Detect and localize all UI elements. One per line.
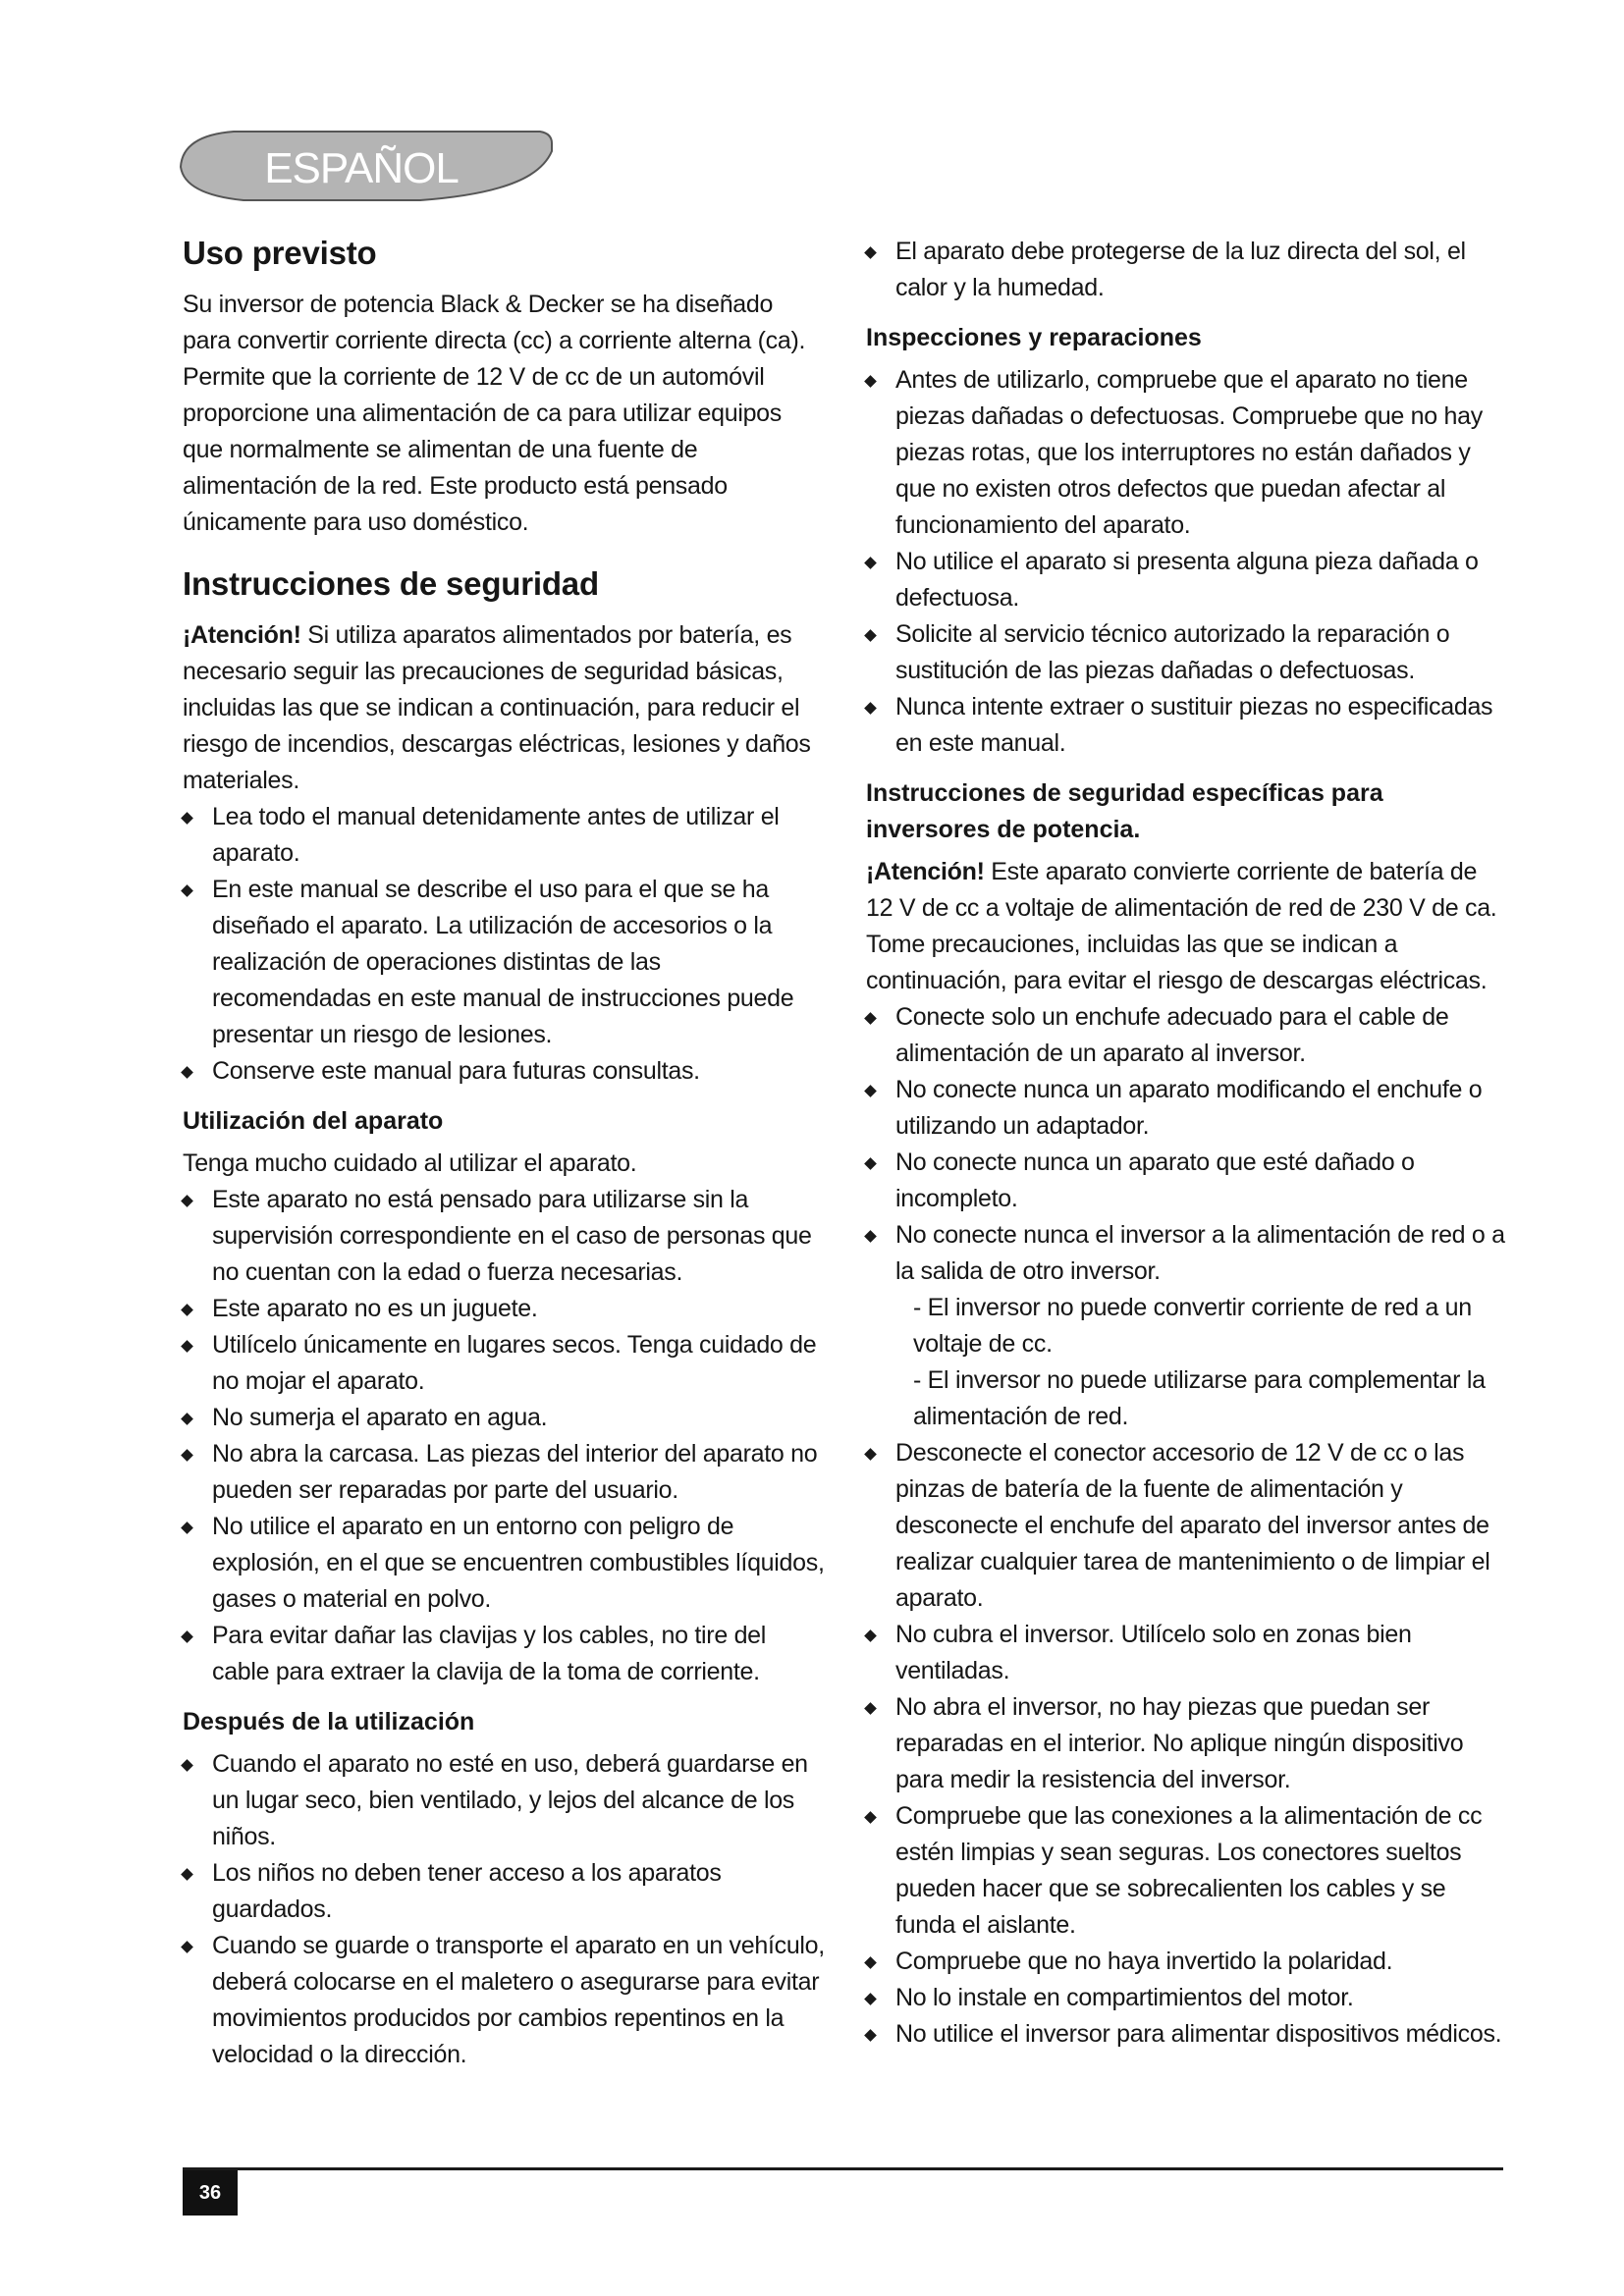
bullet-icon xyxy=(864,2029,877,2042)
bullet-icon xyxy=(181,1759,193,1772)
list-item: Antes de utilizarlo, compruebe que el aparato no tiene piezas dañadas o defectuosas. Compruebe que no hay piezas rotas, que los interruptores no están dañados y que no existen otros defectos que puedan afectar al funcionamiento del aparato. xyxy=(866,362,1509,544)
bullet-icon xyxy=(864,1811,877,1824)
bullet-icon xyxy=(864,1085,877,1097)
list-item: Nunca intente extraer o sustituir piezas no especificadas en este manual. xyxy=(866,689,1509,762)
safety-warning-text: Si utiliza aparatos alimentados por batería, es necesario seguir las precauciones de seguridad básicas, incluidas las que se indican a continuación, para reducir el riesgo de incendios, descargas eléctricas, lesiones y daños materiales. xyxy=(183,621,811,794)
bullet-icon xyxy=(864,1956,877,1969)
bullet-icon xyxy=(181,1630,193,1643)
bullet-icon xyxy=(864,1629,877,1642)
list-item: No abra la carcasa. Las piezas del interior del aparato no pueden ser reparadas por parte del usuario. xyxy=(183,1436,826,1509)
use-intro: Tenga mucho cuidado al utilizar el aparato. xyxy=(183,1149,637,1177)
safety-warning-label: ¡Atención! xyxy=(183,621,301,649)
page-number: 36 xyxy=(183,2170,238,2216)
bullet-icon xyxy=(181,812,193,825)
bullet-icon xyxy=(864,1702,877,1715)
list-item: Para evitar dañar las clavijas y los cables, no tire del cable para extraer la clavija de la toma de corriente. xyxy=(183,1618,826,1690)
list-item: Solicite al servicio técnico autorizado la reparación o sustitución de las piezas dañadas o defectuosas. xyxy=(866,616,1509,689)
list-item: No conecte nunca el inversor a la alimentación de red o a la salida de otro inversor. xyxy=(866,1217,1509,1290)
list-item: No utilice el aparato si presenta alguna pieza dañada o defectuosa. xyxy=(866,544,1509,616)
inverter-warning-text: Este aparato convierte corriente de batería de 12 V de cc a voltaje de alimentación de red de 230 V de ca. Tome precauciones, incluidas las que se indican a continuación, para evitar el riesgo de descargas eléctricas. xyxy=(866,858,1497,994)
language-badge-label: ESPAÑOL xyxy=(264,144,459,192)
bullet-icon xyxy=(864,1448,877,1461)
bullet-icon xyxy=(864,1993,877,2005)
inverter-warning-label: ¡Atención! xyxy=(866,858,985,885)
list-item: No sumerja el aparato en agua. xyxy=(183,1400,826,1436)
bullet-icon xyxy=(181,1449,193,1462)
list-item: Lea todo el manual detenidamente antes de utilizar el aparato. xyxy=(183,799,826,872)
list-item: Este aparato no está pensado para utilizarse sin la supervisión correspondiente en el caso de personas que no cuentan con la edad o fuerza necesarias. xyxy=(183,1182,826,1291)
bullet-icon xyxy=(181,884,193,897)
after-use-list xyxy=(183,1746,826,2073)
bullet-icon xyxy=(181,1304,193,1316)
inverter-list-a xyxy=(866,999,1509,1290)
section-title-inspections: Inspecciones y reparaciones xyxy=(866,324,1202,351)
list-item: No lo instale en compartimientos del motor. xyxy=(866,1980,1509,2016)
safety-warning xyxy=(183,617,826,799)
list-item: Compruebe que no haya invertido la polaridad. xyxy=(866,1944,1509,1980)
list-item: Cuando se guarde o transporte el aparato en un vehículo, deberá colocarse en el maletero o asegurarse para evitar movimientos producidos por cambios repentinos en la velocidad o la dirección. xyxy=(183,1928,826,2073)
sub-item: - El inversor no puede utilizarse para complementar la alimentación de red. xyxy=(913,1366,1486,1430)
bullet-icon xyxy=(181,1413,193,1425)
section-title-safety: Instrucciones de seguridad xyxy=(183,565,599,602)
list-item: Este aparato no es un juguete. xyxy=(183,1291,826,1327)
bullet-icon xyxy=(181,1522,193,1534)
language-badge xyxy=(175,126,560,204)
inverter-warning xyxy=(866,854,1509,999)
bullet-icon xyxy=(181,1066,193,1079)
bullet-icon xyxy=(864,1012,877,1025)
list-item: Conserve este manual para futuras consultas. xyxy=(183,1053,826,1090)
right-column xyxy=(866,234,1509,2053)
list-item: No utilice el inversor para alimentar dispositivos médicos. xyxy=(866,2016,1509,2053)
bullet-icon xyxy=(181,1941,193,1953)
bullet-icon xyxy=(864,375,877,388)
list-item: No conecte nunca un aparato modificando el enchufe o utilizando un adaptador. xyxy=(866,1072,1509,1145)
list-item: El aparato debe protegerse de la luz directa del sol, el calor y la humedad. xyxy=(866,234,1509,306)
list-item: No cubra el inversor. Utilícelo solo en zonas bien ventiladas. xyxy=(866,1617,1509,1689)
bullet-icon xyxy=(181,1340,193,1353)
bullet-icon xyxy=(864,1230,877,1243)
bullet-icon xyxy=(864,1157,877,1170)
safety-list xyxy=(183,799,826,1090)
inspections-list xyxy=(866,362,1509,762)
section-title-intended-use: Uso previsto xyxy=(183,235,377,271)
bullet-icon xyxy=(864,246,877,259)
section-title-use: Utilización del aparato xyxy=(183,1107,444,1135)
bullet-icon xyxy=(864,629,877,642)
list-item: No conecte nunca un aparato que esté dañado o incompleto. xyxy=(866,1145,1509,1217)
bullet-icon xyxy=(864,557,877,569)
section-title-inverter-safety: Instrucciones de seguridad específicas para inversores de potencia. xyxy=(866,779,1383,843)
bullet-icon xyxy=(181,1195,193,1207)
use-list xyxy=(183,1182,826,1690)
list-item: Utilícelo únicamente en lugares secos. Tenga cuidado de no mojar el aparato. xyxy=(183,1327,826,1400)
bullet-icon xyxy=(864,702,877,715)
footer-rule xyxy=(183,2167,1503,2170)
sub-item: - El inversor no puede convertir corriente de red a un voltaje de cc. xyxy=(913,1294,1472,1358)
top-list xyxy=(866,234,1509,306)
list-item: Los niños no deben tener acceso a los aparatos guardados. xyxy=(183,1855,826,1928)
left-column xyxy=(183,234,826,2073)
list-item: No abra el inversor, no hay piezas que puedan ser reparadas en el interior. No aplique ningún dispositivo para medir la resistencia del inversor. xyxy=(866,1689,1509,1798)
inverter-list-b xyxy=(866,1435,1509,2053)
list-item: No utilice el aparato en un entorno con peligro de explosión, en el que se encuentren combustibles líquidos, gases o material en polvo. xyxy=(183,1509,826,1618)
list-item: En este manual se describe el uso para el que se ha diseñado el aparato. La utilización de accesorios o la realización de operaciones distintas de las recomendadas en este manual de instrucciones puede presentar un riesgo de lesiones. xyxy=(183,872,826,1053)
list-item: Compruebe que las conexiones a la alimentación de cc estén limpias y sean seguras. Los conectores sueltos pueden hacer que se sobrecalienten los cables y se funda el aislante. xyxy=(866,1798,1509,1944)
intended-use-body: Su inversor de potencia Black & Decker se ha diseñado para convertir corriente directa (cc) a corriente alterna (ca). Permite que la corriente de 12 V de cc de un automóvil proporcione una alimentación de ca para utilizar equipos que normalmente se alimentan de una fuente de alimentación de la red. Este producto está pensado únicamente para uso doméstico. xyxy=(183,291,806,536)
list-item: Cuando el aparato no esté en uso, deberá guardarse en un lugar seco, bien ventilado, y lejos del alcance de los niños. xyxy=(183,1746,826,1855)
section-title-after-use: Después de la utilización xyxy=(183,1708,475,1735)
bullet-icon xyxy=(181,1868,193,1881)
list-item: Conecte solo un enchufe adecuado para el cable de alimentación de un aparato al inversor. xyxy=(866,999,1509,1072)
list-item: Desconecte el conector accesorio de 12 V de cc o las pinzas de batería de la fuente de alimentación y desconecte el enchufe del aparato del inversor antes de realizar cualquier tarea de mantenimiento o de limpiar el aparato. xyxy=(866,1435,1509,1617)
